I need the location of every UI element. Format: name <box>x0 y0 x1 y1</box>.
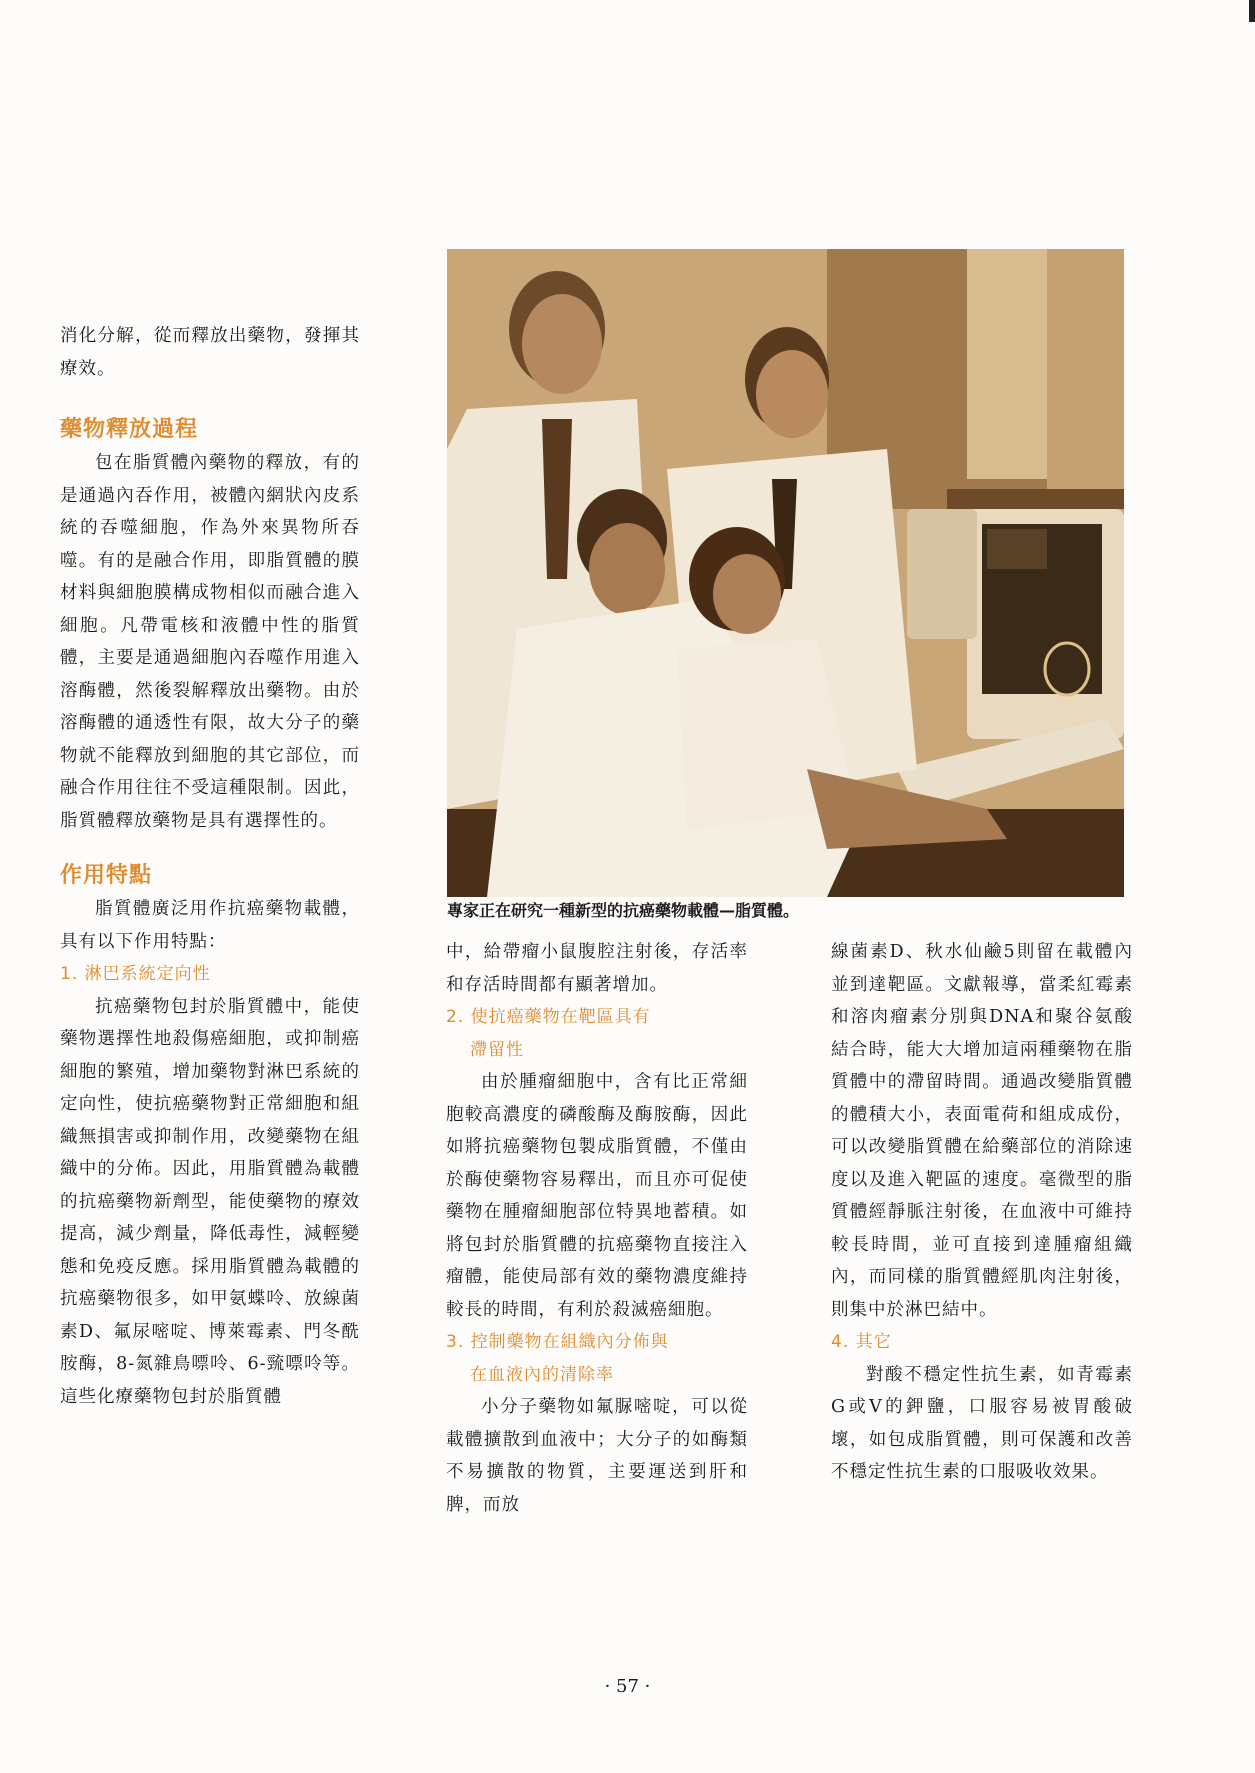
heading-features: 作用特點 <box>60 863 153 888</box>
lymph-text: 抗癌藥物包封於脂質體中，能使藥物選擇性地殺傷癌細胞，或抑制癌細胞的繁殖，增加藥物對淋巴系統的定向性，使抗癌藥物對正常細胞和組織無損害或抑制作用，改變藥物在組織中的分佈。因此，用脂質體為載體的抗癌藥物新劑型，能使藥物的療效提高，減少劑量，降低毒性，減輕變態和免疫反應。採用脂質體為載體的抗癌藥物很多，如甲氨蝶呤、放線菌素D、氟尿嘧啶、博萊霉素、門冬酰胺酶，8-氮雜鳥嘌呤、6-巰嘌呤等。這些化療藥物包封於脂質體 <box>60 996 360 1407</box>
page-number: · 57 · <box>604 1676 651 1697</box>
middle-intro-text: 中，給帶瘤小鼠腹腔注射後，存活率和存活時間都有顯著增加。 <box>446 942 748 995</box>
subheading-distribution-cont: 在血液內的清除率 <box>470 1364 614 1385</box>
column-right <box>831 936 1133 1489</box>
subheading-distribution: 3. 控制藥物在組織內分佈與 <box>446 1332 669 1352</box>
others-text: 對酸不穩定性抗生素，如青霉素G或V的鉀鹽，口服容易被胃酸破壞，如包成脂質體，則可保護和改善不穩定性抗生素的口服吸收效果。 <box>831 1364 1133 1482</box>
target-retention-text: 由於腫瘤細胞中，含有比正常細胞較高濃度的磷酸酶及酶胺酶，因此如將抗癌藥物包製成脂質體，不僅由於酶使藥物容易釋出，而且亦可促使藥物在腫瘤細胞部位特異地蓄積。如將包封於脂質體的抗癌藥物直接注入瘤體，能使局部有效的藥物濃度維持較長的時間，有利於殺滅癌細胞。 <box>446 1072 748 1320</box>
subheading-target-retention: 2. 使抗癌藥物在靶區具有 <box>446 1007 651 1027</box>
release-process-text: 包在脂質體內藥物的釋放，有的是通過內吞作用，被體內網狀內皮系統的吞噬細胞，作為外來異物所吞噬。有的是融合作用，即脂質體的膜材料與細胞膜構成物相似而融合進入細胞。凡帶電核和液體中性的脂質體，主要是通過細胞內吞噬作用進入溶酶體，然後裂解釋放出藥物。由於溶酶體的通透性有限，故大分子的藥物就不能釋放到細胞的其它部位，而融合作用往往不受這種限制。因此，脂質體釋放藥物是具有選擇性的。 <box>60 453 360 831</box>
photo-illustration <box>447 249 1124 897</box>
intro-text: 消化分解，從而釋放出藥物，發揮其療效。 <box>60 326 360 379</box>
subheading-target-retention-cont: 滯留性 <box>470 1039 524 1060</box>
scan-edge-mark <box>1249 0 1255 22</box>
subheading-others: 4. 其它 <box>831 1332 892 1352</box>
column-left <box>60 320 360 1413</box>
features-intro-text: 脂質體廣泛用作抗癌藥物載體，具有以下作用特點： <box>60 899 360 952</box>
right-intro-text: 線菌素D、秋水仙鹼5則留在載體內並到達靶區。文獻報導，當柔紅霉素和溶肉瘤素分別與DNA和聚谷氨酸結合時，能大大增加這兩種藥物在脂質體中的滯留時間。通過改變脂質體的體積大小，表面電荷和組成成份，可以改變脂質體在給藥部位的消除速度以及進入靶區的速度。毫微型的脂質體經靜脈注射後，在血液中可維持較長時間，並可直接到達腫瘤組織內，而同樣的脂質體經肌肉注射後，則集中於淋巴結中。 <box>831 942 1133 1320</box>
distribution-text: 小分子藥物如氟脲嘧啶，可以從載體擴散到血液中；大分子的如酶類不易擴散的物質，主要運送到肝和脾，而放 <box>446 1397 748 1515</box>
scientists-photo <box>447 249 1124 897</box>
subheading-lymph: 1. 淋巴系統定向性 <box>60 964 211 984</box>
column-middle <box>446 936 748 1521</box>
heading-release-process: 藥物釋放過程 <box>60 417 199 442</box>
photo-caption: 專家正在研究一種新型的抗癌藥物載體—脂質體。 <box>447 901 800 920</box>
